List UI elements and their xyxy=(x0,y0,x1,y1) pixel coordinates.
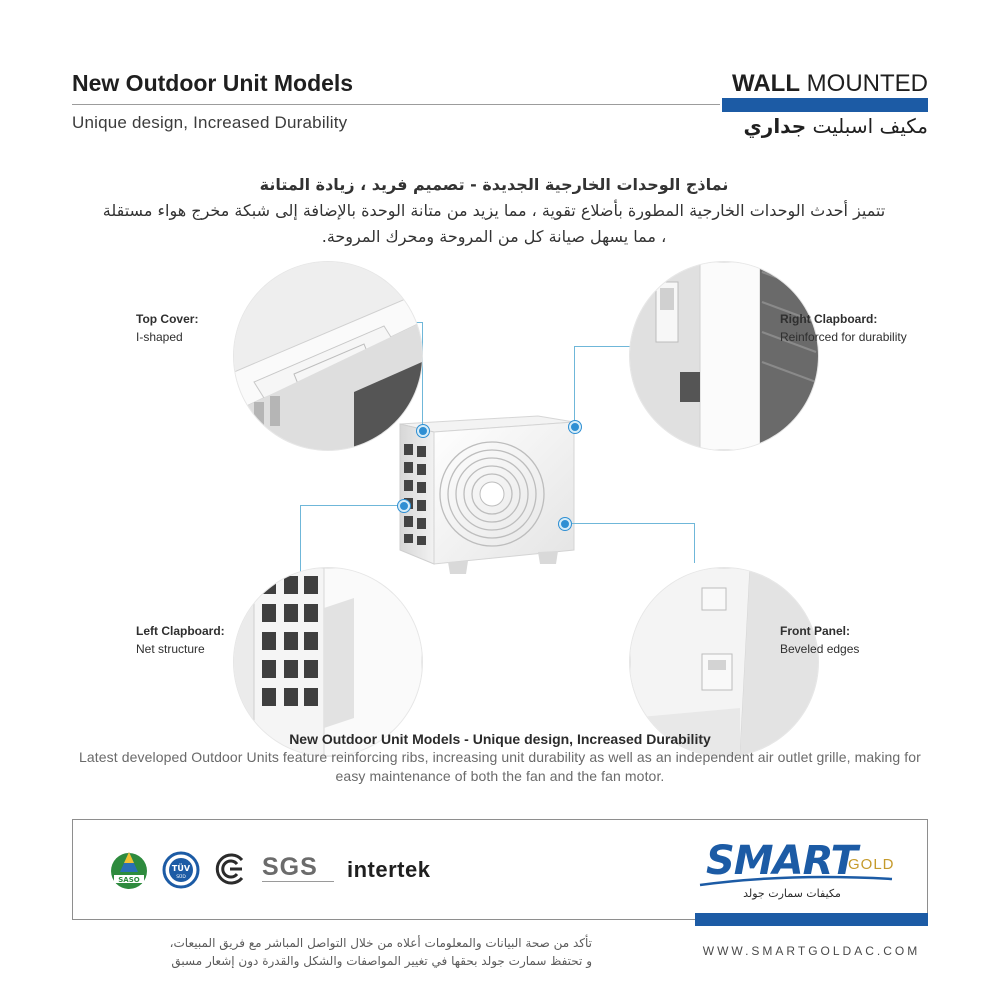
brand-swoosh xyxy=(698,873,894,887)
arabic-disclaimer xyxy=(72,934,592,970)
english-caption xyxy=(60,730,940,786)
intertek-logo: intertek xyxy=(347,857,431,882)
label-top-cover-title: Top Cover: xyxy=(136,312,199,326)
tuv-text: TÜV xyxy=(171,864,191,873)
page-title: New Outdoor Unit Models xyxy=(72,70,354,96)
disclaimer-line1: تأكد من صحة البيانات والمعلومات أعلاه من خلال التواصل المباشر مع فريق المبيعات، xyxy=(169,936,592,950)
category-title xyxy=(722,70,928,98)
right-clapboard-closeup xyxy=(630,262,818,450)
website-link[interactable]: WWW.SMARTGOLDAC.COM xyxy=(702,944,921,958)
arabic-intro xyxy=(60,172,928,250)
connector-front-panel-v xyxy=(694,523,695,563)
tuv-logo xyxy=(162,851,200,889)
category-ar-bold: جداري xyxy=(743,114,807,138)
arabic-intro-line2: ، مما يسهل صيانة كل من المروحة ومحرك المروحة. xyxy=(321,227,667,246)
label-top-cover-desc: I-shaped xyxy=(136,330,183,344)
label-right-clapboard xyxy=(780,310,907,346)
category-title-rest: MOUNTED xyxy=(800,70,928,97)
brand-arabic-name: مكيفات سمارت جولد xyxy=(743,887,841,900)
gcc-mark-logo xyxy=(212,851,248,887)
label-right-clapboard-title: Right Clapboard: xyxy=(780,312,878,326)
disclaimer-line2: و تحتفظ سمارت جولد بحقها في تغيير المواصفات والشكل والقدرة دون إشعار مسبق xyxy=(171,954,592,968)
brand-logo-smart: SMART xyxy=(706,838,857,884)
caption-line1: Latest developed Outdoor Units feature reinforcing ribs, increasing unit durability as well as an independent air outlet grille, making for xyxy=(79,749,921,765)
label-front-panel xyxy=(780,622,859,658)
sgs-logo: SGS xyxy=(262,853,318,881)
brand-logo-gold: GOLD xyxy=(848,856,895,873)
category-ar-rest: مكيف اسبليت xyxy=(806,114,928,138)
sgs-underline xyxy=(262,881,334,882)
connector-right-clapboard-v xyxy=(574,346,575,426)
saso-text: SASO xyxy=(118,876,140,884)
category-title-ar xyxy=(722,114,928,138)
connector-right-clapboard-h xyxy=(574,346,632,347)
label-top-cover xyxy=(136,310,198,346)
category-bar xyxy=(722,98,928,112)
connector-left-clapboard-h xyxy=(300,505,404,506)
connector-top-cover-v xyxy=(422,322,423,430)
footer-bar xyxy=(695,913,928,926)
header-divider xyxy=(72,104,720,105)
arabic-intro-heading: نماذج الوحدات الخارجية الجديدة - تصميم فريد ، زيادة المتانة xyxy=(259,175,729,194)
category-title-bold: WALL xyxy=(732,70,800,97)
label-front-panel-title: Front Panel: xyxy=(780,624,851,638)
label-left-clapboard xyxy=(136,622,225,658)
saso-logo xyxy=(108,848,150,890)
marker-right-clapboard xyxy=(569,421,581,433)
caption-title: New Outdoor Unit Models - Unique design, Increased Durability xyxy=(289,731,711,747)
label-left-clapboard-desc: Net structure xyxy=(136,642,205,656)
tuv-subtext: SÜD xyxy=(176,875,186,880)
left-clapboard-closeup xyxy=(234,568,422,756)
marker-front-panel xyxy=(559,518,571,530)
top-cover-closeup xyxy=(234,262,422,450)
marker-top-cover xyxy=(417,425,429,437)
connector-front-panel-h xyxy=(565,523,695,524)
label-right-clapboard-desc: Reinforced for durability xyxy=(780,330,907,344)
label-left-clapboard-title: Left Clapboard: xyxy=(136,624,225,638)
caption-line2: easy maintenance of both the fan and the fan motor. xyxy=(335,768,665,784)
label-front-panel-desc: Beveled edges xyxy=(780,642,860,656)
front-panel-closeup xyxy=(630,568,818,756)
page-subtitle: Unique design, Increased Durability xyxy=(72,113,348,132)
arabic-intro-line1: تتميز أحدث الوحدات الخارجية المطورة بأضلاع تقوية ، مما يزيد من متانة الوحدة بالإضافة إلى شبكة مخرج هواء مستقلة xyxy=(102,201,886,220)
marker-left-clapboard xyxy=(398,500,410,512)
